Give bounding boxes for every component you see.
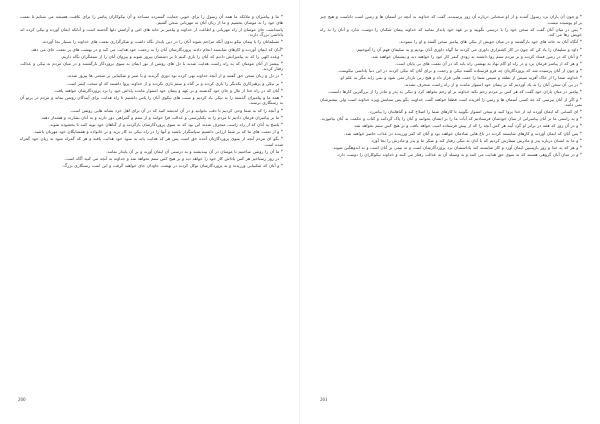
paragraph: * بیشتر از آنان مومنان که به راه راست هدایت شدند با دل های روشن از نور ایمان به سوی پروردگار بازگشتند و در میان مردم به نیکی و عدالت رفتار کردند.: [20, 60, 283, 72]
paragraph: * و آنچه را که به شما وحی کردیم با دقت بخوانید و در آن اندیشه کنید که در آن برای اهل خرد نشانه هایی روشن است.: [69, 107, 283, 113]
paragraph: * پس در میان آنان گفت که سخن خود را با درستی بگویید و بر عهد خود پایدار بمانید که خداوند پیمان شکنان را دوست ندارد و آنان را به راه خویش رها می کند.: [320, 26, 582, 38]
paragraph: * و به راستی ما بر آنان پیامبرانی از میان خودشان فرستادیم که آیات ما را بر ایشان بخوانند و آنان را پاک گردانند و کتاب و حکمت به آنان بیاموزند.: [320, 116, 582, 122]
paragraph: * ما بر پیامبران فرمان دادیم تا مردم را به یکتاپرستی و عدالت فرا خوانند و از ستم و گمراهی دور دارند و به آنان بشارت و هشدار دهند.: [40, 114, 283, 120]
right-page-text: [320, 14, 582, 412]
paragraph: * پاسخ به آنان که از راه راست منحرف شدند این بود که به سوی پروردگارشان بازگردند و از گناهان خود توبه کنند تا بخشوده شوند.: [48, 121, 283, 127]
paragraph: * و آنان که در زمین فساد کردند و بر مردم ستم روا داشتند به زودی کیفر کار خود را خواهند دید و پشیمان خواهند شد.: [370, 53, 582, 59]
right-page-number: 261: [320, 398, 328, 403]
paragraph: *آنان که ایمان آوردند و کارهای شایسته انجام دادند پروردگارشان آنان را به رحمت خود هدایت می کند و در بهشت های پر نعمت جای می دهد.: [30, 46, 283, 52]
paragraph: * وعده الهی را که به پیامبرانش دادیم که آنان را یاری کنیم تا بر دشمنان پیروز شوند و پیروان آنان را از ستمگران نگاه داریم.: [60, 53, 283, 59]
paragraph: * و از نعمت های ما که بر شما ارزانی داشتیم سپاسگزار باشید و آنها را در راه نیکی به کار برید و بر خانواده و همسایگان خود مهربان باشید.: [33, 129, 283, 135]
paragraph: * داود و سلیمان را یاد کن که چون در کار کشتزاری داوری می کردند ما گواه داوری آنان بودیم و به سلیمان فهم آن را آموختیم.: [355, 46, 582, 52]
paragraph: * و هر که به خدا و روز بازپسین ایمان آورد و کار شایسته کند پاداششان نزد پروردگارشان است و نه بیمی بر آنان است و نه اندوهگین شوند.: [332, 144, 582, 150]
paragraph: * آنان که در راه خدا از مال و جان خود گذشتند و بر عهد و پیمان خود استوار ماندند پاداش خود را نزد پروردگارشان خواهند یافت.: [53, 87, 283, 93]
paragraph: * همه ما و پیامبران گذشته را به نیکی یاد کردیم و سنت های نیکوی آنان را پاس داشتیم تا راه هدایت برای آیندگان روشن بماند و مردم در پرتو آن به رستگاری برسند.: [20, 94, 283, 106]
paragraph: * و آنان که شکیبایی ورزیدند و به پروردگارشان توکل کردند در بهشت جاودان جای خواهند گرفت و این است رستگاری بزرگ.: [62, 163, 283, 169]
paragraph: * ما آن را روشن ساختیم تا مومنان در آن بیندیشند و به درستی آن ایمان آورند و بر آن پایدار بمانند.: [106, 148, 283, 154]
paragraph: * بگو ای مردم آنچه از سوی پروردگارتان آمده حق است پس هر که هدایت یابد به سود خود هدایت یافته و هر که گمراه شود به زیان خود گمراه شده است.: [20, 136, 283, 147]
right-page: [300, 0, 600, 424]
paragraph: * و ما به انسان درباره پدر و مادرش سفارش کردیم که با آنان به نیکی رفتار کند و شکر ما و پدر و مادرش را بجا آورد.: [370, 137, 582, 143]
paragraph: * خداوند شما را از خاک آفرید سپس از نطفه و سپس شما را جفت هایی قرار داد و هیچ زنی باردار نمی شود و نمی زاید مگر به علم او.: [339, 75, 582, 81]
paragraph: * و چون آن یاران نزد رسول آمدند و از او سخنانی درباره آن روز پرسیدند، گفت که خداوند به آنچه در آسمان ها و زمین است داناست و هیچ چیز بر او پوشیده نیست.: [320, 14, 582, 25]
paragraph: * و اگر از آنان بپرسی که چه کسی آسمان ها و زمین را آفریده است قطعا خواهند گفت خداوند، بگو پس ستایش ویژه خداوند است ولی بیشترشان نمی دانند.: [320, 96, 582, 108]
paragraph: * مسلمانان را با پیمان نیکو بدون آنکه مزاحم شوند آنان را در دین پایدار نگاه داشت و شکرگزاری نعمت های خداوند را بسیار بجا آوردند.: [41, 39, 283, 45]
paragraph: * و در آن روز که همه در برابر او گرد آیند هر کس آنچه را که از پیش فرستاده است خواهد یافت و بر هیچ کس ستم نخواهد شد.: [353, 123, 582, 129]
paragraph: * آنگاه آنان به خانه های خود بازگشتند و در میان خویش از نیکی های پیامبر سخن گفتند و او را ستودند.: [399, 39, 582, 45]
paragraph: * و در میان آنان گروهی هستند که به سوی حق هدایت می کنند و به وسیله آن به عدالت رفتار می کنند و خداوند نیکوکاران را دوست دارد.: [336, 152, 582, 158]
paragraph: * در دل و زبان سخن حق گفتند و از آنچه خداوند نهی کرده بود دوری گزیدند و با صبر و شکیبایی بر سختی ها پیروز شدند.: [66, 73, 283, 79]
paragraph: * ما و پیامبران و ملائکه ما همه آن رسول را براي خوبی حمایت گسترده مساجد و آن نیکوکاران پیامبر را برای عاقبت همیشه می ستایم تا نعمت های خود را به مومنان بخشیم و ما از زبان آنان به مهربانی سخن گفتیم.: [20, 14, 283, 25]
paragraph: * و چون از آنان پرسیده شد که پروردگارتان چه فرو فرستاده گفتند نیکی و رحمت و برای آنان که نیکی کردند در این دنیا پاداشی نیکوست.: [337, 67, 582, 73]
paragraph: * پیامبر در میان یاران خود گفت که هر کس بر مردم رحم نکند خداوند بر او رحم نخواهد کرد و نیکی به پدر و مادر را از بزرگترین کارها دانست.: [327, 89, 582, 95]
paragraph: * ای کسانی که ایمان آورده اید از خدا پروا کنید و سخن استوار بگویید تا کارهای شما را اصلاح کند و گناهانتان را بیامرزد.: [368, 109, 582, 115]
paragraph: * بر نیکی و پرهیزکاری یکدیگر را یاری کردند و بر گناه و ستم یاری نکردند و از خداوند پروا داشتند که او سخت کیفر است.: [66, 80, 283, 86]
paragraph: * و هر که از پیامبر فرمان برد و در راه او گام نهاد به بهشتی راه یابد که در آن نعمت های بی پایان است.: [395, 60, 582, 66]
paragraph: * در پی آن سخن آنان را به یاد آوردیم که بر پیمان خود استوار ماندند و از راه راست منحرف نشدند.: [403, 82, 582, 88]
left-page-text: [20, 14, 283, 412]
left-page-number: 260: [18, 398, 26, 403]
paragraph: * پس آنان که ایمان آوردند و کارهای شایسته کردند در باغ هایی شادمان خواهند بود و آنان که کفر ورزیدند در عذاب حاضر خواهند شد.: [344, 130, 582, 136]
paragraph: پاسداشت جان مومنان از راه مهربانی و اطاعت از خداوند و پیامبر بر خانه های امن و آرامش دلها گذشته است و آنانکه ایمان آورده و نیکی کرده اند پاداشی بزرگ دارند.: [20, 26, 283, 38]
paragraph: * در روز رستاخیز هر کس پاداش کار خود را خواهد دید و بر هیچ کس ستم نخواهد شد و خداوند به آنچه می کنید آگاه است.: [64, 155, 283, 161]
